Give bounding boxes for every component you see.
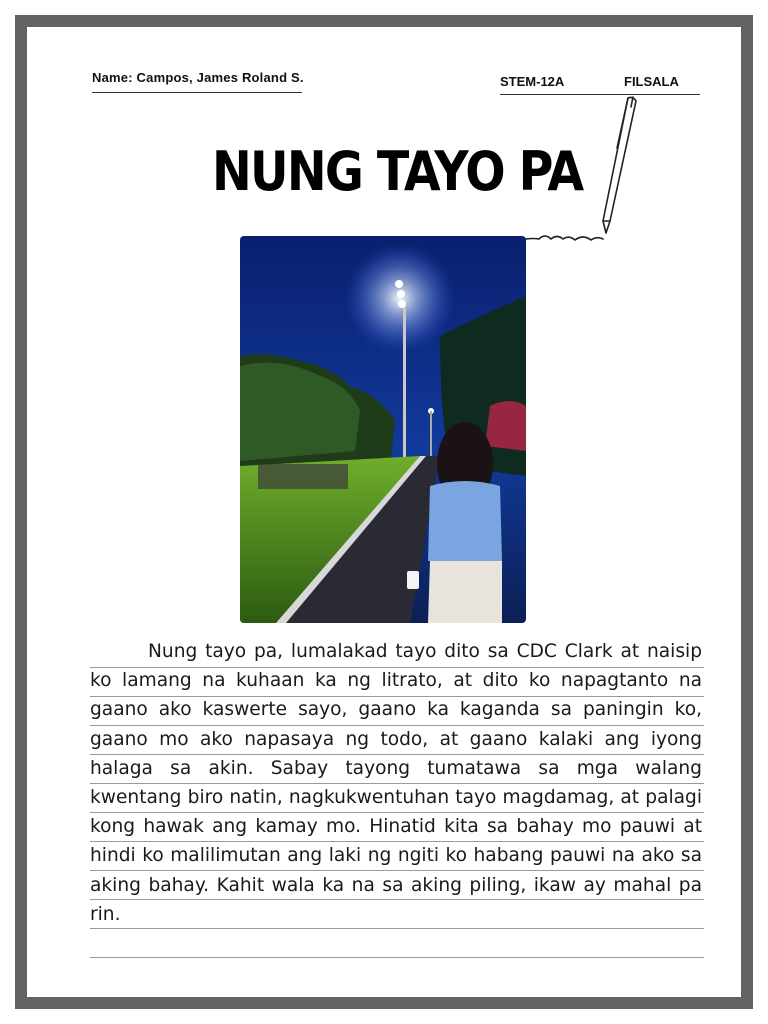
text-rule [90,754,704,755]
night-park-photo [240,236,526,623]
text-rule [90,841,704,842]
subject-label: FILSALA [624,74,679,89]
text-rule [90,725,704,726]
name-underline [92,92,302,93]
text-rule [90,870,704,871]
text-rule [90,957,704,958]
text-rule [90,928,704,929]
document-title: NUNG TAYO PA [212,140,583,203]
document-page [27,27,741,997]
text-rule [90,783,704,784]
story-paragraph: Nung tayo pa, lumalakad tayo dito sa CDC Clark at naisip ko lamang na kuhaan ka ng litrato, at dito ko napagtanto na gaano ako kaswerte sayo, gaano ka kaganda sa paningin ko, gaano mo ako napasaya ng todo, at gaano kalaki ang iyong halaga sa akin. Sabay tayong tumatawa sa mga walang kwentang biro natin, nagkukwentuhan tayo magdamag, at palagi kong hawak ang kamay mo. Hinatid kita sa bahay mo pauwi at hindi ko malilimutan ang laki ng ngiti ko habang pauwi na ako sa aking bahay. Kahit wala ka na sa aking piling, ikaw ay mahal pa rin. [90,641,702,925]
text-rule [90,899,704,900]
text-rule [90,812,704,813]
text-rule [90,667,704,668]
text-rule [90,696,704,697]
pen-icon [507,93,642,243]
page-frame [15,15,753,1009]
student-name: Name: Campos, James Roland S. [92,70,304,85]
section-label: STEM-12A [500,74,565,89]
